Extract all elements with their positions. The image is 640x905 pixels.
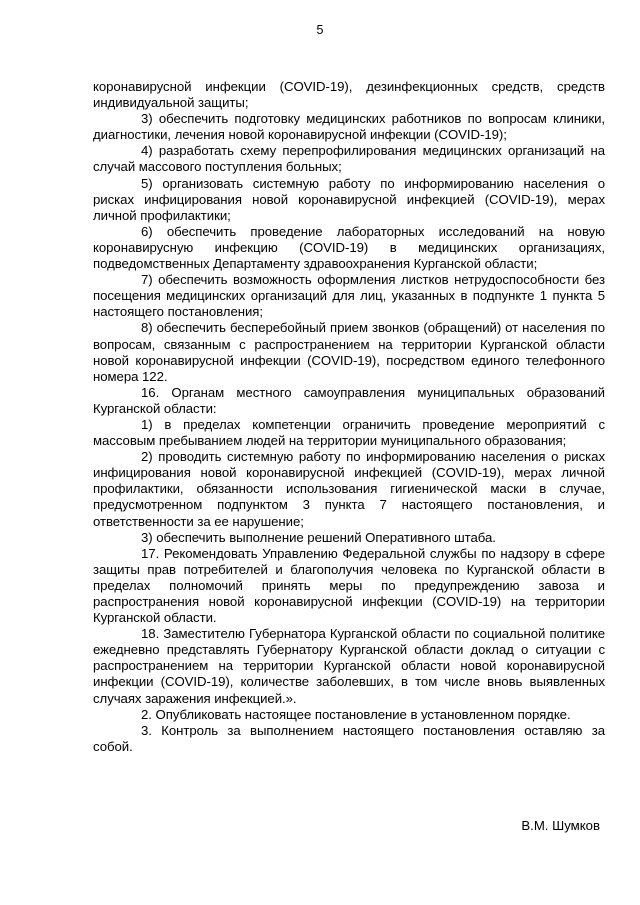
paragraph: 6) обеспечить проведение лабораторных исследований на новую коронавирусную инфекцию (COVID-19) в медицинских организациях, подведомственных Департаменту здравоохранения Курганской области; [93,223,605,272]
paragraph: 8) обеспечить бесперебойный прием звонков (обращений) от населения по вопросам, связанным с распространением на территории Курганской области новой коронавирусной инфекции (COVID-19), посредством единого телефонного номера 122. [93,320,605,384]
paragraph: 3) обеспечить выполнение решений Оперативного штаба. [141,529,496,545]
paragraph: 4) разработать схему перепрофилирования медицинских организаций на случай массового поступления больных; [93,143,605,175]
paragraph: 17. Рекомендовать Управлению Федеральной службы по надзору в сфере защиты прав потребителей и благополучия человека по Курганской области в пределах полномочий принять меры по предупреждению завоза и распространения новой коронавирусной инфекции (COVID-19) на территории Курганской области. [93,545,605,626]
page-number: 5 [316,23,324,37]
paragraph: 18. Заместителю Губернатора Курганской области по социальной политике ежедневно представлять Губернатору Курганской области доклад о ситуации с распространением на территории Курганской области новой коронавирусной инфекции (COVID-19), количестве заболевших, в том числе вновь выявленных случаях заражения инфекцией.». [93,626,605,706]
paragraph: коронавирусной инфекции (COVID-19), дезинфекционных средств, средств индивидуальной защиты; [93,79,605,111]
paragraph: 1) в пределах компетенции ограничить проведение мероприятий с массовым пребыванием людей на территории муниципального образования; [93,416,605,449]
paragraph: 3) обеспечить подготовку медицинских работников по вопросам клиники, диагностики, лечения новой коронавирусной инфекции (COVID-19); [93,111,605,143]
paragraph: 7) обеспечить возможность оформления листков нетрудоспособности без посещения медицинских организаций для лиц, указанных в подпункте 1 пункта 5 настоящего постановления; [93,272,605,320]
paragraph: 5) организовать системную работу по информированию населения о рисках инфицирования новой коронавирусной инфекцией (COVID-19), мерах личной профилактики; [93,175,605,223]
signature-name: В.М. Шумков [521,818,600,833]
paragraph: 16. Органам местного самоуправления муниципальных образований Курганской области: [93,384,605,416]
paragraph: 3. Контроль за выполнением настоящего постановления оставляю за собой. [93,722,605,754]
document-body [93,79,605,755]
paragraph: 2. Опубликовать настоящее постановление в установленном порядке. [141,706,571,722]
paragraph: 2) проводить системную работу по информированию населения о рисках инфицирования новой коронавирусной инфекцией (COVID-19), мерах личной профилактики, обязанности использования гигиенической маски в случае, предусмотренном подпунктом 3 пункта 7 настоящего постановления, и ответственности за ее нарушение; [93,449,605,529]
